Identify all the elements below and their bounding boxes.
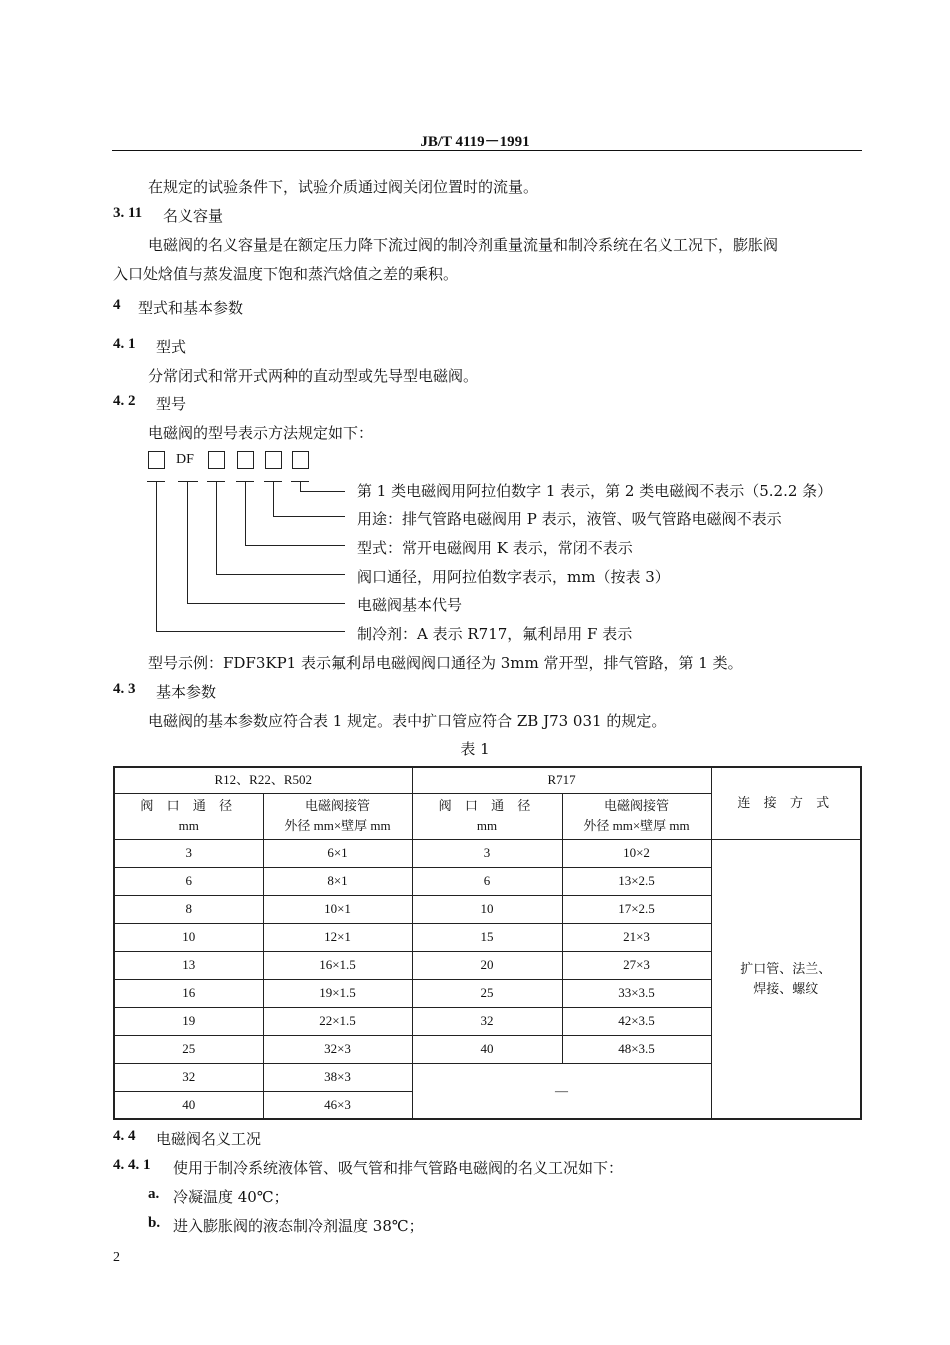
connection-methods: 扩口管、法兰、 焊接、螺纹 (711, 839, 861, 1119)
page-number: 2 (113, 1250, 120, 1265)
table-row: 40 46×3 (114, 1091, 861, 1119)
section-4-4-number: 4. 4 (113, 1128, 136, 1144)
section-4-2-number: 4. 2 (113, 393, 136, 409)
table-row: 3 6×1 3 10×2 扩口管、法兰、 焊接、螺纹 (114, 839, 861, 867)
paragraph-model-intro: 电磁阀的型号表示方法规定如下： (148, 424, 374, 442)
model-label-refrigerant: 制冷剂：A 表示 R717，氟利昂用 F 表示 (357, 625, 633, 643)
group-header-freon: R12、R22、R502 (114, 767, 412, 793)
model-label-class: 第 1 类电磁阀用阿拉伯数字 1 表示，第 2 类电磁阀不表示（5.2.2 条） (357, 482, 833, 500)
section-4-4-1-text: 使用于制冷系统液体管、吸气管和排气管路电磁阀的名义工况如下： (173, 1159, 624, 1177)
model-box-class (292, 451, 309, 469)
section-4-3-title: 基本参数 (156, 683, 217, 701)
model-box-bore (208, 451, 225, 469)
model-label-bore: 阀口通径，用阿拉伯数字表示，mm（按表 3） (357, 568, 670, 586)
item-a-text: 冷凝温度 40℃； (173, 1188, 289, 1206)
item-b-text: 进入膨胀阀的液态制冷剂温度 38℃； (173, 1217, 424, 1235)
paragraph-basic-params: 电磁阀的基本参数应符合表 1 规定。表中扩口管应符合 ZB J73 031 的规定。 (148, 712, 667, 730)
paragraph-leakage: 在规定的试验条件下，试验介质通过阀关闭位置时的流量。 (148, 178, 539, 196)
model-label-type: 型式：常开电磁阀用 K 表示，常闭不表示 (357, 539, 633, 557)
section-4-4-title: 电磁阀名义工况 (156, 1130, 262, 1148)
section-4-title: 型式和基本参数 (138, 299, 244, 317)
section-4-3-number: 4. 3 (113, 681, 136, 697)
model-label-usage: 用途：排气管路电磁阀用 P 表示，液管、吸气管路电磁阀不表示 (357, 510, 782, 528)
r717-empty-dash: — (412, 1063, 711, 1119)
model-box-type (237, 451, 254, 469)
table-row: 19 22×1.5 32 42×3.5 (114, 1007, 861, 1035)
model-example: 型号示例：FDF3KP1 表示氟利昂电磁阀阀口通径为 3mm 常开型，排气管路，第 1 类。 (148, 654, 743, 672)
section-4-4-1-number: 4. 4. 1 (113, 1157, 151, 1173)
section-3-11-number: 3. 11 (113, 205, 143, 221)
col-header-bore-r717: 阀 口 通 径 mm (412, 793, 562, 839)
item-a-mark: a. (148, 1186, 160, 1202)
item-b-mark: b. (148, 1215, 161, 1231)
section-4-number: 4 (113, 297, 121, 313)
section-4-2-title: 型号 (156, 395, 187, 413)
col-header-bore-freon: 阀 口 通 径 mm (114, 793, 263, 839)
col-header-pipe-freon: 电磁阀接管 外径 mm×壁厚 mm (263, 793, 412, 839)
connection-header: 连 接 方 式 (711, 767, 861, 839)
model-box-usage (265, 451, 282, 469)
section-4-1-number: 4. 1 (113, 336, 136, 352)
col-header-pipe-r717: 电磁阀接管 外径 mm×壁厚 mm (562, 793, 711, 839)
table-row: 25 32×3 40 48×3.5 (114, 1035, 861, 1063)
table-row: 8 10×1 10 17×2.5 (114, 895, 861, 923)
table-row: 16 19×1.5 25 33×3.5 (114, 979, 861, 1007)
group-header-r717: R717 (412, 767, 711, 793)
section-3-11-title: 名义容量 (163, 207, 224, 225)
table-row: 32 38×3 — (114, 1063, 861, 1091)
parameters-table (113, 766, 862, 1120)
section-4-1-title: 型式 (156, 338, 187, 356)
header-rule (112, 150, 862, 151)
model-box-refrigerant (148, 451, 165, 469)
table-row: 10 12×1 15 21×3 (114, 923, 861, 951)
model-label-base-code: 电磁阀基本代号 (357, 596, 463, 614)
document-header: JB/T 4119－1991 (420, 134, 530, 150)
table-row: 13 16×1.5 20 27×3 (114, 951, 861, 979)
model-prefix: DF (176, 452, 194, 467)
table-row: 6 8×1 6 13×2.5 (114, 867, 861, 895)
table-caption: 表 1 (460, 740, 490, 758)
paragraph-types: 分常闭式和常开式两种的直动型或先导型电磁阀。 (148, 367, 479, 385)
paragraph-nominal-capacity-2: 入口处焓值与蒸发温度下饱和蒸汽焓值之差的乘积。 (113, 265, 459, 283)
paragraph-nominal-capacity-1: 电磁阀的名义容量是在额定压力降下流过阀的制冷剂重量流量和制冷系统在名义工况下，膨胀阀 (148, 236, 779, 254)
